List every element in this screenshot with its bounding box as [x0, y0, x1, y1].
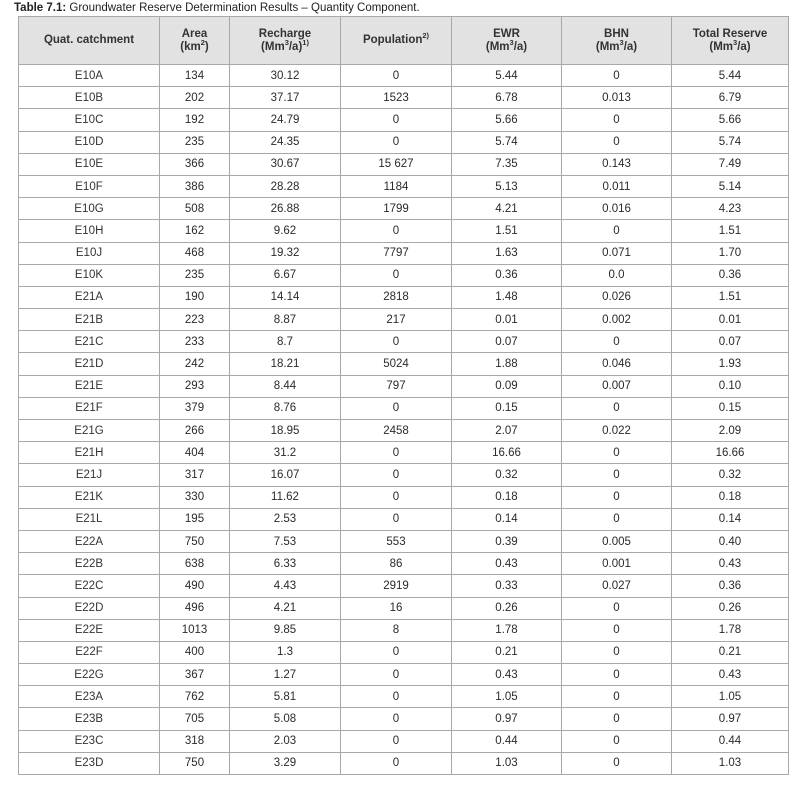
table-row	[19, 486, 789, 508]
cell-bhn: 0.027	[562, 575, 672, 597]
cell-recharge: 5.08	[230, 708, 341, 730]
cell-population: 16	[341, 597, 452, 619]
header-row	[19, 17, 789, 65]
table-row	[19, 220, 789, 242]
cell-ewr: 5.44	[452, 65, 562, 87]
table-header	[19, 17, 789, 65]
cell-bhn: 0	[562, 131, 672, 153]
table-row	[19, 397, 789, 419]
cell-ewr: 1.05	[452, 686, 562, 708]
cell-ewr: 5.74	[452, 131, 562, 153]
cell-area: 235	[160, 131, 230, 153]
cell-total-reserve: 16.66	[672, 442, 789, 464]
cell-total-reserve: 5.14	[672, 175, 789, 197]
table-row	[19, 708, 789, 730]
cell-catchment: E10K	[19, 264, 160, 286]
cell-area: 762	[160, 686, 230, 708]
unit-exponent: 3	[619, 37, 624, 47]
cell-population: 0	[341, 331, 452, 353]
table-row	[19, 442, 789, 464]
table-row	[19, 686, 789, 708]
table-row	[19, 464, 789, 486]
cell-area: 705	[160, 708, 230, 730]
cell-population: 0	[341, 397, 452, 419]
cell-total-reserve: 1.51	[672, 286, 789, 308]
cell-area: 162	[160, 220, 230, 242]
table-row	[19, 286, 789, 308]
cell-catchment: E23D	[19, 752, 160, 774]
cell-ewr: 0.26	[452, 597, 562, 619]
cell-ewr: 6.78	[452, 87, 562, 109]
table-row	[19, 198, 789, 220]
cell-population: 0	[341, 131, 452, 153]
cell-bhn: 0	[562, 664, 672, 686]
cell-bhn: 0.005	[562, 530, 672, 552]
footnote-marker: 1)	[302, 37, 309, 47]
cell-bhn: 0.011	[562, 175, 672, 197]
cell-population: 1799	[341, 198, 452, 220]
cell-catchment: E23C	[19, 730, 160, 752]
table-row	[19, 575, 789, 597]
unit-exponent: 2	[200, 37, 205, 47]
cell-total-reserve: 1.05	[672, 686, 789, 708]
unit-exponent: 3	[733, 37, 738, 47]
cell-total-reserve: 0.43	[672, 553, 789, 575]
cell-catchment: E10C	[19, 109, 160, 131]
column-header-title: Total Reserve	[692, 27, 768, 40]
table-row	[19, 87, 789, 109]
cell-population: 0	[341, 664, 452, 686]
cell-population: 217	[341, 309, 452, 331]
cell-recharge: 8.87	[230, 309, 341, 331]
cell-recharge: 28.28	[230, 175, 341, 197]
cell-catchment: E21J	[19, 464, 160, 486]
cell-ewr: 0.01	[452, 309, 562, 331]
cell-bhn: 0	[562, 442, 672, 464]
cell-ewr: 0.44	[452, 730, 562, 752]
column-header-title: BHN	[604, 27, 629, 40]
table-row	[19, 175, 789, 197]
table-caption-label: Table 7.1:	[14, 2, 67, 14]
cell-bhn: 0	[562, 508, 672, 530]
cell-bhn: 0	[562, 109, 672, 131]
cell-catchment: E21H	[19, 442, 160, 464]
cell-ewr: 0.14	[452, 508, 562, 530]
cell-area: 490	[160, 575, 230, 597]
cell-total-reserve: 1.78	[672, 619, 789, 641]
cell-total-reserve: 0.15	[672, 397, 789, 419]
cell-ewr: 7.35	[452, 153, 562, 175]
cell-catchment: E23B	[19, 708, 160, 730]
cell-ewr: 0.39	[452, 530, 562, 552]
column-header-bhn	[562, 17, 672, 65]
cell-population: 0	[341, 730, 452, 752]
cell-catchment: E10G	[19, 198, 160, 220]
cell-population: 5024	[341, 353, 452, 375]
cell-population: 0	[341, 442, 452, 464]
cell-catchment: E22C	[19, 575, 160, 597]
cell-catchment: E22G	[19, 664, 160, 686]
cell-recharge: 19.32	[230, 242, 341, 264]
cell-total-reserve: 1.70	[672, 242, 789, 264]
cell-total-reserve: 0.18	[672, 486, 789, 508]
cell-total-reserve: 0.36	[672, 575, 789, 597]
cell-bhn: 0	[562, 641, 672, 663]
cell-catchment: E10F	[19, 175, 160, 197]
cell-population: 0	[341, 641, 452, 663]
cell-catchment: E22E	[19, 619, 160, 641]
unit-suffix: /a)	[513, 40, 528, 53]
cell-total-reserve: 0.44	[672, 730, 789, 752]
table-row	[19, 109, 789, 131]
cell-population: 2458	[341, 420, 452, 442]
column-header-title: Area	[181, 27, 208, 40]
column-header-ewr	[452, 17, 562, 65]
cell-area: 134	[160, 65, 230, 87]
cell-total-reserve: 0.10	[672, 375, 789, 397]
cell-population: 0	[341, 508, 452, 530]
cell-area: 233	[160, 331, 230, 353]
cell-ewr: 0.43	[452, 553, 562, 575]
cell-population: 797	[341, 375, 452, 397]
table-row	[19, 420, 789, 442]
cell-bhn: 0	[562, 397, 672, 419]
unit-exponent: 3	[284, 37, 289, 47]
cell-ewr: 0.07	[452, 331, 562, 353]
cell-recharge: 4.21	[230, 597, 341, 619]
cell-catchment: E10A	[19, 65, 160, 87]
cell-population: 0	[341, 708, 452, 730]
cell-area: 750	[160, 530, 230, 552]
cell-ewr: 0.36	[452, 264, 562, 286]
table-row	[19, 353, 789, 375]
cell-area: 496	[160, 597, 230, 619]
cell-recharge: 2.03	[230, 730, 341, 752]
cell-ewr: 5.13	[452, 175, 562, 197]
cell-total-reserve: 5.44	[672, 65, 789, 87]
column-header-unit	[709, 37, 751, 53]
cell-area: 638	[160, 553, 230, 575]
cell-area: 293	[160, 375, 230, 397]
cell-area: 266	[160, 420, 230, 442]
cell-population: 0	[341, 65, 452, 87]
cell-recharge: 6.33	[230, 553, 341, 575]
table-row	[19, 242, 789, 264]
cell-area: 223	[160, 309, 230, 331]
unit-prefix: (Mm	[261, 40, 285, 53]
unit-suffix: )	[204, 40, 209, 53]
cell-bhn: 0	[562, 619, 672, 641]
cell-ewr: 1.88	[452, 353, 562, 375]
column-header-unit	[180, 37, 209, 53]
column-header-unit	[595, 37, 638, 53]
table-row	[19, 530, 789, 552]
cell-catchment: E21K	[19, 486, 160, 508]
cell-catchment: E21E	[19, 375, 160, 397]
cell-area: 367	[160, 664, 230, 686]
table-row	[19, 264, 789, 286]
cell-bhn: 0	[562, 597, 672, 619]
cell-bhn: 0.016	[562, 198, 672, 220]
cell-total-reserve: 7.49	[672, 153, 789, 175]
column-header-area	[160, 17, 230, 65]
cell-ewr: 1.48	[452, 286, 562, 308]
cell-area: 330	[160, 486, 230, 508]
cell-bhn: 0.0	[562, 264, 672, 286]
cell-ewr: 0.18	[452, 486, 562, 508]
cell-population: 553	[341, 530, 452, 552]
table-row	[19, 65, 789, 87]
cell-bhn: 0.002	[562, 309, 672, 331]
unit-prefix: (Mm	[709, 40, 734, 53]
cell-population: 7797	[341, 242, 452, 264]
cell-population: 0	[341, 686, 452, 708]
table-row	[19, 752, 789, 774]
column-header-catchment	[19, 17, 160, 65]
column-header-recharge	[230, 17, 341, 65]
cell-total-reserve: 0.07	[672, 331, 789, 353]
cell-bhn: 0.007	[562, 375, 672, 397]
cell-recharge: 8.76	[230, 397, 341, 419]
column-header-population	[341, 17, 452, 65]
cell-recharge: 14.14	[230, 286, 341, 308]
cell-area: 508	[160, 198, 230, 220]
cell-catchment: E21C	[19, 331, 160, 353]
cell-recharge: 37.17	[230, 87, 341, 109]
cell-catchment: E22B	[19, 553, 160, 575]
cell-total-reserve: 5.74	[672, 131, 789, 153]
cell-recharge: 4.43	[230, 575, 341, 597]
cell-total-reserve: 2.09	[672, 420, 789, 442]
unit-suffix: /a)	[288, 40, 303, 53]
cell-total-reserve: 6.79	[672, 87, 789, 109]
cell-recharge: 24.35	[230, 131, 341, 153]
cell-population: 1184	[341, 175, 452, 197]
cell-total-reserve: 5.66	[672, 109, 789, 131]
cell-population: 0	[341, 464, 452, 486]
table-row	[19, 597, 789, 619]
column-header-title: Population	[362, 34, 423, 46]
cell-catchment: E22A	[19, 530, 160, 552]
cell-catchment: E10E	[19, 153, 160, 175]
cell-recharge: 24.79	[230, 109, 341, 131]
cell-recharge: 30.12	[230, 65, 341, 87]
cell-catchment: E23A	[19, 686, 160, 708]
unit-prefix: (Mm	[485, 40, 510, 53]
cell-total-reserve: 0.14	[672, 508, 789, 530]
cell-bhn: 0	[562, 752, 672, 774]
cell-recharge: 9.62	[230, 220, 341, 242]
unit-suffix: /a)	[737, 40, 751, 53]
cell-ewr: 0.33	[452, 575, 562, 597]
table-caption	[14, 1, 420, 15]
cell-bhn: 0	[562, 331, 672, 353]
cell-recharge: 1.27	[230, 664, 341, 686]
cell-ewr: 1.03	[452, 752, 562, 774]
cell-population: 15 627	[341, 153, 452, 175]
cell-bhn: 0	[562, 464, 672, 486]
cell-recharge: 18.95	[230, 420, 341, 442]
cell-area: 386	[160, 175, 230, 197]
cell-recharge: 16.07	[230, 464, 341, 486]
cell-recharge: 30.67	[230, 153, 341, 175]
cell-catchment: E22F	[19, 641, 160, 663]
cell-ewr: 2.07	[452, 420, 562, 442]
cell-bhn: 0.046	[562, 353, 672, 375]
cell-catchment: E21L	[19, 508, 160, 530]
table-caption-text: Groundwater Reserve Determination Results – Quantity Component.	[66, 2, 420, 14]
cell-bhn: 0	[562, 65, 672, 87]
cell-recharge: 3.29	[230, 752, 341, 774]
footnote-marker: 2)	[422, 31, 430, 41]
table-row	[19, 641, 789, 663]
cell-catchment: E10B	[19, 87, 160, 109]
cell-population: 0	[341, 486, 452, 508]
cell-ewr: 0.43	[452, 664, 562, 686]
cell-bhn: 0	[562, 686, 672, 708]
cell-population: 0	[341, 752, 452, 774]
cell-population: 2818	[341, 286, 452, 308]
unit-prefix: (km	[180, 40, 201, 53]
cell-recharge: 8.7	[230, 331, 341, 353]
cell-ewr: 16.66	[452, 442, 562, 464]
cell-recharge: 26.88	[230, 198, 341, 220]
cell-bhn: 0	[562, 708, 672, 730]
cell-population: 86	[341, 553, 452, 575]
cell-bhn: 0.013	[562, 87, 672, 109]
cell-recharge: 11.62	[230, 486, 341, 508]
cell-ewr: 0.21	[452, 641, 562, 663]
cell-total-reserve: 0.36	[672, 264, 789, 286]
column-header-title: EWR	[493, 27, 520, 40]
cell-area: 190	[160, 286, 230, 308]
cell-ewr: 1.63	[452, 242, 562, 264]
cell-bhn: 0	[562, 730, 672, 752]
cell-area: 195	[160, 508, 230, 530]
cell-catchment: E21B	[19, 309, 160, 331]
table-row	[19, 331, 789, 353]
cell-recharge: 7.53	[230, 530, 341, 552]
table-row	[19, 730, 789, 752]
cell-population: 1523	[341, 87, 452, 109]
column-header-unit	[261, 37, 309, 53]
cell-bhn: 0	[562, 220, 672, 242]
cell-bhn: 0.143	[562, 153, 672, 175]
cell-recharge: 8.44	[230, 375, 341, 397]
cell-total-reserve: 1.93	[672, 353, 789, 375]
unit-suffix: /a)	[623, 40, 638, 53]
table-row	[19, 619, 789, 641]
cell-total-reserve: 0.21	[672, 641, 789, 663]
table-row	[19, 553, 789, 575]
cell-ewr: 5.66	[452, 109, 562, 131]
cell-ewr: 0.97	[452, 708, 562, 730]
cell-area: 1013	[160, 619, 230, 641]
cell-area: 192	[160, 109, 230, 131]
cell-recharge: 2.53	[230, 508, 341, 530]
cell-ewr: 1.51	[452, 220, 562, 242]
cell-total-reserve: 0.26	[672, 597, 789, 619]
cell-total-reserve: 0.97	[672, 708, 789, 730]
cell-catchment: E21D	[19, 353, 160, 375]
cell-catchment: E21F	[19, 397, 160, 419]
cell-area: 317	[160, 464, 230, 486]
table-row	[19, 508, 789, 530]
cell-total-reserve: 0.40	[672, 530, 789, 552]
cell-total-reserve: 0.01	[672, 309, 789, 331]
cell-recharge: 6.67	[230, 264, 341, 286]
cell-area: 202	[160, 87, 230, 109]
cell-population: 0	[341, 220, 452, 242]
cell-total-reserve: 0.43	[672, 664, 789, 686]
cell-population: 2919	[341, 575, 452, 597]
cell-catchment: E10H	[19, 220, 160, 242]
cell-ewr: 1.78	[452, 619, 562, 641]
groundwater-reserve-table	[18, 16, 789, 775]
cell-total-reserve: 4.23	[672, 198, 789, 220]
cell-ewr: 0.09	[452, 375, 562, 397]
table-row	[19, 309, 789, 331]
cell-ewr: 0.32	[452, 464, 562, 486]
cell-recharge: 5.81	[230, 686, 341, 708]
column-header-title: Quat. catchment	[43, 34, 135, 46]
cell-bhn: 0	[562, 486, 672, 508]
cell-recharge: 1.3	[230, 641, 341, 663]
cell-ewr: 4.21	[452, 198, 562, 220]
column-header-title: Recharge	[258, 27, 312, 40]
cell-area: 468	[160, 242, 230, 264]
cell-catchment: E10D	[19, 131, 160, 153]
cell-catchment: E21G	[19, 420, 160, 442]
table-row	[19, 131, 789, 153]
cell-recharge: 31.2	[230, 442, 341, 464]
cell-population: 0	[341, 264, 452, 286]
unit-prefix: (Mm	[595, 40, 620, 53]
cell-total-reserve: 1.03	[672, 752, 789, 774]
cell-area: 404	[160, 442, 230, 464]
cell-area: 400	[160, 641, 230, 663]
table-row	[19, 153, 789, 175]
cell-area: 750	[160, 752, 230, 774]
table-row	[19, 664, 789, 686]
cell-catchment: E21A	[19, 286, 160, 308]
cell-bhn: 0.026	[562, 286, 672, 308]
cell-total-reserve: 1.51	[672, 220, 789, 242]
cell-area: 318	[160, 730, 230, 752]
column-header-total-reserve	[672, 17, 789, 65]
cell-bhn: 0.001	[562, 553, 672, 575]
cell-area: 235	[160, 264, 230, 286]
column-header-unit	[485, 37, 528, 53]
cell-recharge: 9.85	[230, 619, 341, 641]
cell-population: 8	[341, 619, 452, 641]
cell-catchment: E22D	[19, 597, 160, 619]
table-body	[19, 65, 789, 775]
cell-population: 0	[341, 109, 452, 131]
cell-recharge: 18.21	[230, 353, 341, 375]
cell-total-reserve: 0.32	[672, 464, 789, 486]
cell-bhn: 0.022	[562, 420, 672, 442]
cell-catchment: E10J	[19, 242, 160, 264]
cell-area: 366	[160, 153, 230, 175]
table-row	[19, 375, 789, 397]
cell-area: 379	[160, 397, 230, 419]
cell-bhn: 0.071	[562, 242, 672, 264]
cell-ewr: 0.15	[452, 397, 562, 419]
unit-exponent: 3	[509, 37, 514, 47]
cell-area: 242	[160, 353, 230, 375]
